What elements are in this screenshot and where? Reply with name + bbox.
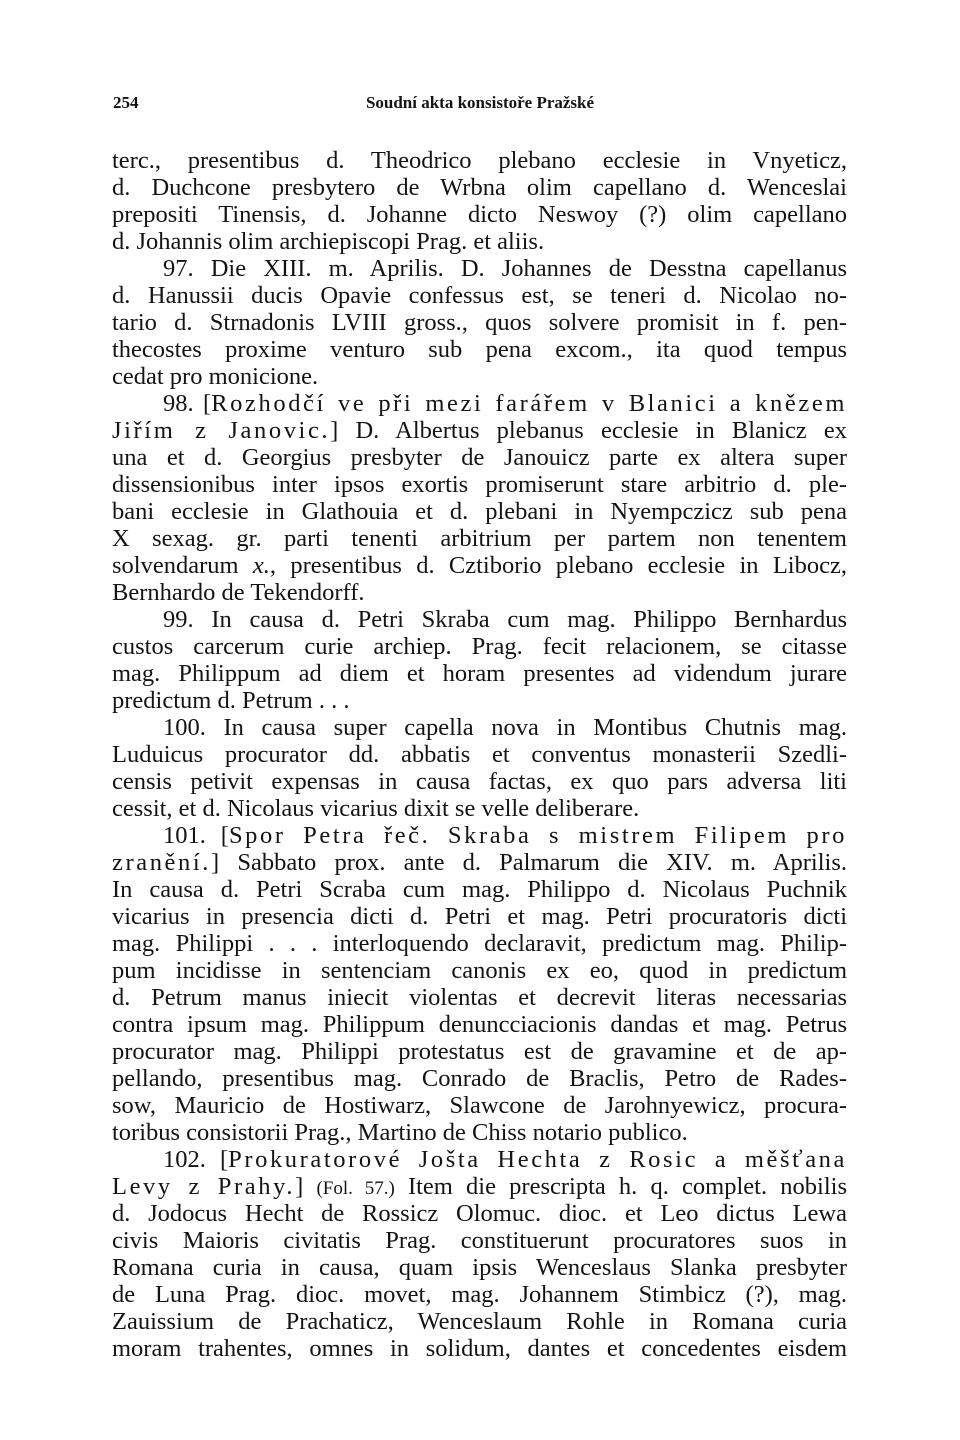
text-line: Romana curia in causa, quam ipsis Wenceslaus Slanka presbyter — [112, 1254, 847, 1281]
text-line: d. Johannis olim archiepiscopi Prag. et aliis. — [112, 228, 545, 255]
text-line: 98. [Rozhodčí ve při mezi farářem v Blanici a knězem — [163, 390, 847, 417]
page-number: 254 — [113, 93, 139, 112]
text-line: 99. In causa d. Petri Skraba cum mag. Philippo Bernhardus — [163, 606, 847, 633]
text-line: vicarius in presencia dicti d. Petri et mag. Petri procuratoris dicti — [112, 903, 847, 930]
text-line: Levy z Prahy.] (Fol. 57.) Item die prescripta h. q. complet. nobilis — [112, 1173, 847, 1200]
text-line: d. Hanussii ducis Opavie confessus est, se teneri d. Nicolao no- — [112, 282, 847, 309]
text-line: In causa d. Petri Scraba cum mag. Philippo d. Nicolaus Puchnik — [112, 876, 847, 903]
text-line: pum incidisse in sentenciam canonis ex eo, quod in predictum — [112, 957, 847, 984]
text-line: zranění.] Sabbato prox. ante d. Palmarum die XIV. m. Aprilis. — [112, 849, 847, 876]
text-line: una et d. Georgius presbyter de Janouicz parte ex altera super — [112, 444, 847, 471]
text-line: moram trahentes, omnes in solidum, dantes et concedentes eisdem — [112, 1335, 847, 1362]
text-line: solvendarum x., presentibus d. Cztiborio plebano ecclesie in Libocz, — [112, 552, 847, 579]
text-line: thecostes proxime venturo sub pena excom., ita quod tempus — [112, 336, 847, 363]
text-line: de Luna Prag. dioc. movet, mag. Johannem Stimbicz (?), mag. — [112, 1281, 847, 1308]
text-line: cessit, et d. Nicolaus vicarius dixit se velle deliberare. — [112, 795, 640, 822]
text-line: cedat pro monicione. — [112, 363, 319, 390]
text-line: dissensionibus inter ipsos exortis promiserunt stare arbitrio d. ple- — [112, 471, 847, 498]
running-title: Soudní akta konsistoře Pražské — [365, 93, 595, 112]
text-line: predictum d. Petrum . . . — [112, 687, 350, 714]
text-line: Bernhardo de Tekendorff. — [112, 579, 365, 606]
text-line: 102. [Prokuratorové Jošta Hechta z Rosic a měšťana — [163, 1146, 847, 1173]
folio-reference: (Fol. 57.) — [316, 1178, 395, 1199]
text-line: Zauissium de Prachaticz, Wenceslaum Rohle in Romana curia — [112, 1308, 847, 1335]
text-line: civis Maioris civitatis Prag. constituerunt procuratores suos in — [112, 1227, 847, 1254]
text-line: contra ipsum mag. Philippum denuncciacionis dandas et mag. Petrus — [112, 1011, 847, 1038]
text-line: X sexag. gr. parti tenenti arbitrium per partem non tenentem — [112, 525, 847, 552]
text-line: d. Duchcone presbytero de Wrbna olim capellano d. Wenceslai — [112, 174, 847, 201]
text-line: custos carcerum curie archiep. Prag. fecit relacionem, se citasse — [112, 633, 847, 660]
text-line: Luduicus procurator dd. abbatis et conventus monasterii Szedli- — [112, 741, 847, 768]
text-line: 101. [Spor Petra řeč. Skraba s mistrem Filipem pro — [163, 822, 847, 849]
text-line: Jiřím z Janovic.] D. Albertus plebanus ecclesie in Blanicz ex — [112, 417, 847, 444]
text-line: bani ecclesie in Glathouia et d. plebani in Nyempczicz sub pena — [112, 498, 847, 525]
text-line: terc., presentibus d. Theodrico plebano ecclesie in Vnyeticz, — [112, 147, 847, 174]
text-line: mag. Philippum ad diem et horam presentes ad videndum jurare — [112, 660, 847, 687]
text-line: mag. Philippi . . . interloquendo declaravit, predictum mag. Philip- — [112, 930, 847, 957]
text-line: tario d. Strnadonis LVIII gross., quos solvere promisit in f. pen- — [112, 309, 847, 336]
text-line: sow, Mauricio de Hostiwarz, Slawcone de Jarohnyewicz, procura- — [112, 1092, 847, 1119]
text-line: procurator mag. Philippi protestatus est de gravamine et de ap- — [112, 1038, 847, 1065]
text-line: d. Jodocus Hecht de Rossicz Olomuc. dioc. et Leo dictus Lewa — [112, 1200, 847, 1227]
text-line: censis petivit expensas in causa factas, ex quo pars adversa liti — [112, 768, 847, 795]
text-line: 97. Die XIII. m. Aprilis. D. Johannes de Desstna capellanus — [163, 255, 847, 282]
text-line: pellando, presentibus mag. Conrado de Braclis, Petro de Rades- — [112, 1065, 847, 1092]
text-line: prepositi Tinensis, d. Johanne dicto Neswoy (?) olim capellano — [112, 201, 847, 228]
text-line: toribus consistorii Prag., Martino de Chiss notario publico. — [112, 1119, 688, 1146]
text-line: d. Petrum manus iniecit violentas et decrevit literas necessarias — [112, 984, 847, 1011]
text-line: 100. In causa super capella nova in Montibus Chutnis mag. — [163, 714, 847, 741]
